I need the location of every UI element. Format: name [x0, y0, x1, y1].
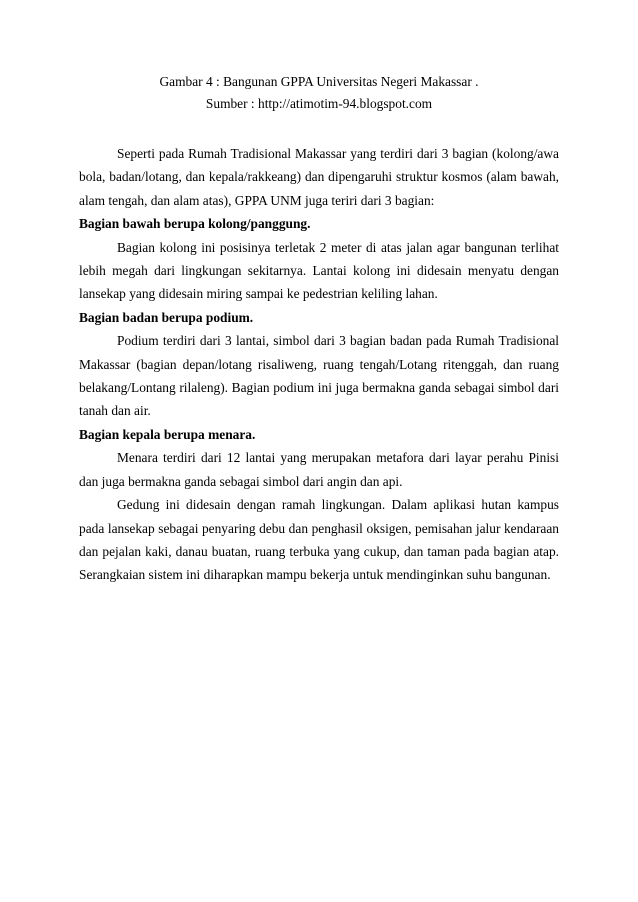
- figure-caption-source: Sumber : http://atimotim-94.blogspot.com: [205, 96, 433, 111]
- body-text: [79, 142, 559, 587]
- section-paragraph-podium: Podium terdiri dari 3 lantai, simbol dari 3 bagian badan pada Rumah Tradisional Makassar (bagian depan/lotang risaliweng, ruang tengah/Lotang ritenggah, dan ruang belakang/Lontang rilaleng). Bagian podium ini juga bermakna ganda sebagai simbol dari tanah dan air.: [79, 333, 559, 419]
- section-paragraph-kolong: Bagian kolong ini posisinya terletak 2 meter di atas jalan agar bangunan terlihat lebih megah dari lingkungan sekitarnya. Lantai kolong ini didesain menyatu dengan lansekap yang didesain miring sampai ke pedestrian keliling lahan.: [79, 239, 559, 302]
- section-heading-podium: Bagian badan berupa podium.: [79, 309, 254, 325]
- section-heading-menara: Bagian kepala berupa menara.: [79, 426, 256, 442]
- intro-paragraph: Seperti pada Rumah Tradisional Makassar yang terdiri dari 3 bagian (kolong/awa bola, badan/lotang, dan kepala/rakkeang) dan dipengaruhi struktur kosmos (alam bawah, alam tengah, dan alam atas), GPPA UNM juga teriri dari 3 bagian:: [79, 146, 559, 208]
- section-paragraph-eco-design: Gedung ini didesain dengan ramah lingkungan. Dalam aplikasi hutan kampus pada lansekap sebagai penyaring debu dan penghasil oksigen, pemisahan jalur kendaraan dan pejalan kaki, danau buatan, ruang terbuka yang cukup, dan taman pada bagian atap. Serangkaian sistem ini diharapkan mampu bekerja untuk mendinginkan suhu bangunan.: [79, 497, 559, 583]
- section-heading-kolong: Bagian bawah berupa kolong/panggung.: [79, 216, 311, 232]
- section-paragraph-menara: Menara terdiri dari 12 lantai yang merupakan metafora dari layar perahu Pinisi dan juga bermakna ganda sebagai simbol dari angin dan api.: [79, 450, 559, 489]
- figure-caption-title: Gambar 4 : Bangunan GPPA Universitas Negeri Makassar .: [159, 74, 479, 89]
